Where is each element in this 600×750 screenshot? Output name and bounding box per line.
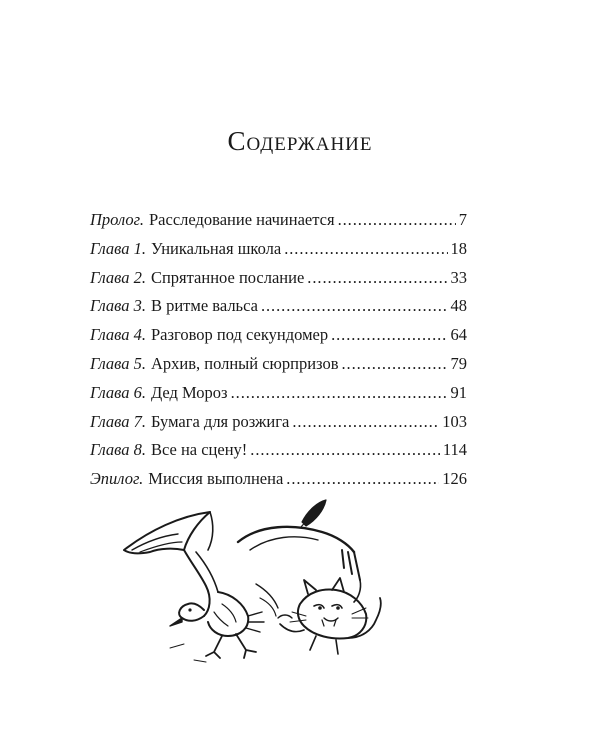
toc-entry-title: Дед Мороз xyxy=(150,382,228,402)
toc-entry-page: 33 xyxy=(450,267,467,287)
toc-entry-title: Разговор под секундомер xyxy=(150,325,329,345)
toc-entry-page: 114 xyxy=(442,440,467,460)
toc-dot-leader xyxy=(292,408,439,437)
toc-entry-title: Расследование начинается xyxy=(149,210,335,229)
toc-entry-title: Все на сцену! xyxy=(150,440,248,460)
toc-entry-chapter-3[interactable] xyxy=(90,292,467,321)
toc-dot-leader xyxy=(231,379,448,408)
toc-entry-page: 18 xyxy=(450,238,467,258)
toc-entry-label: Глава 4. xyxy=(90,325,146,345)
toc-entry-chapter-4[interactable] xyxy=(90,321,467,350)
toc-dot-leader xyxy=(338,206,456,235)
toc-entry-page: 7 xyxy=(458,210,467,229)
toc-entry-label: Пролог. xyxy=(90,210,144,229)
toc-entry-title: Архив, полный сюрпризов xyxy=(150,353,339,373)
feather-icon xyxy=(300,500,326,528)
bird-and-cat-sketch-icon xyxy=(110,494,390,674)
toc-dot-leader xyxy=(342,350,448,379)
toc-entry-page: 91 xyxy=(450,382,467,402)
toc-entry-label: Глава 7. xyxy=(90,411,146,431)
toc-entry-label: Глава 6. xyxy=(90,382,146,402)
toc-entry-title: Миссия выполнена xyxy=(148,469,284,489)
toc-entry-page: 79 xyxy=(450,353,467,373)
toc-entry-label: Глава 2. xyxy=(90,267,146,287)
toc-entry-epilogue[interactable] xyxy=(90,465,467,494)
toc-entry-chapter-6[interactable] xyxy=(90,379,467,408)
toc-entry-page: 64 xyxy=(450,325,467,345)
toc-entry-prologue[interactable] xyxy=(90,206,467,235)
table-of-contents xyxy=(90,206,467,494)
toc-entry-title: Бумага для розжига xyxy=(150,411,290,431)
toc-entry-label: Глава 1. xyxy=(90,238,146,258)
toc-entry-page: 126 xyxy=(442,469,467,489)
toc-dot-leader xyxy=(307,264,447,293)
toc-entry-label: Глава 8. xyxy=(90,440,146,460)
toc-entry-page: 103 xyxy=(442,411,467,431)
toc-entry-chapter-2[interactable] xyxy=(90,264,467,293)
toc-dot-leader xyxy=(331,321,447,350)
toc-entry-label: Глава 5. xyxy=(90,353,146,373)
toc-dot-leader xyxy=(250,436,440,465)
toc-entry-title: В ритме вальса xyxy=(150,296,258,316)
toc-entry-title: Уникальная школа xyxy=(150,238,282,258)
toc-entry-chapter-1[interactable] xyxy=(90,235,467,264)
page-title: Содержание xyxy=(227,126,373,156)
toc-dot-leader xyxy=(284,235,447,264)
toc-entry-title: Спрятанное послание xyxy=(150,267,305,287)
toc-entry-label: Глава 3. xyxy=(90,296,146,316)
toc-dot-leader xyxy=(286,465,439,494)
toc-entry-chapter-8[interactable] xyxy=(90,436,467,465)
toc-entry-chapter-7[interactable] xyxy=(90,408,467,437)
toc-entry-chapter-5[interactable] xyxy=(90,350,467,379)
cat-icon xyxy=(278,578,381,654)
toc-entry-label: Эпилог. xyxy=(90,469,144,489)
toc-entry-page: 48 xyxy=(450,296,467,316)
toc-dot-leader xyxy=(261,292,448,321)
